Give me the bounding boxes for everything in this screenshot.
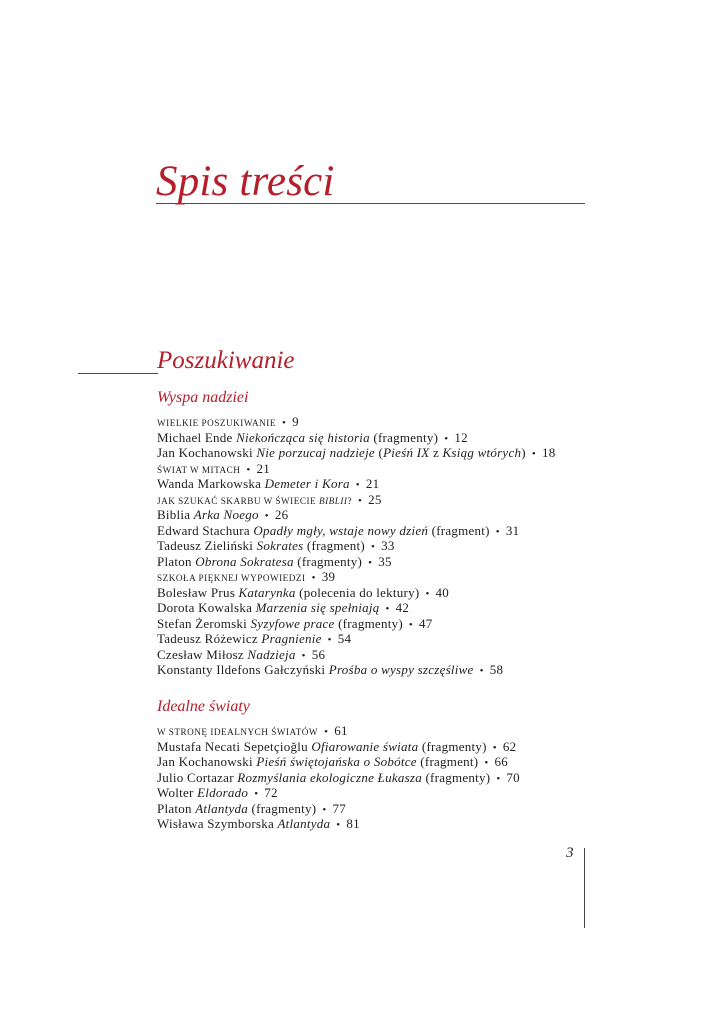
toc-entry <box>157 631 555 647</box>
bullet-separator: • <box>496 772 501 785</box>
bullet-separator: • <box>495 525 500 538</box>
toc-entry <box>157 770 520 786</box>
bullet-separator: • <box>492 741 497 754</box>
bullet-separator: • <box>246 463 251 476</box>
bullet-separator: • <box>531 448 536 460</box>
entry-text: ? <box>347 495 353 506</box>
page-ref: 21 <box>256 460 270 476</box>
bullet-separator: • <box>311 572 316 584</box>
entry-text: Julio Cortazar <box>157 769 238 785</box>
entry-text: Tadeusz Różewicz <box>157 631 262 646</box>
toc-entry <box>157 739 520 755</box>
work-title: Nadzieja <box>247 646 296 662</box>
page-ref: 12 <box>454 429 468 445</box>
toc-entry <box>157 647 555 663</box>
bullet-separator: • <box>358 494 363 507</box>
page-ref: 18 <box>541 445 556 460</box>
toc-list-wyspa-nadziei <box>157 414 555 678</box>
toc-subsection-heading <box>157 569 555 585</box>
bullet-separator: • <box>385 603 390 615</box>
entry-text: Wisława Szymborska <box>157 816 278 831</box>
title-rule <box>156 203 585 204</box>
page-ref: 33 <box>381 538 395 553</box>
entry-text: W STRONĘ IDEALNYCH ŚWIATÓW <box>157 727 319 737</box>
entry-text: (fragmenty) <box>293 553 363 569</box>
page-ref: 72 <box>264 785 278 800</box>
toc-subsection-heading <box>157 492 555 508</box>
page-ref: 35 <box>378 553 392 569</box>
page-ref: 58 <box>489 662 504 677</box>
entry-text: Mustafa Necati Sepetçioğlu <box>157 738 312 754</box>
work-title: Pieśń świętojańska o Sobótce <box>256 754 417 769</box>
bullet-separator: • <box>324 726 329 738</box>
entry-text: (fragmenty) <box>334 615 403 631</box>
entry-text: ( <box>374 445 384 460</box>
work-title: Sokrates <box>256 538 304 553</box>
work-title: Niekończąca się historia <box>236 429 370 445</box>
bullet-separator: • <box>301 649 306 662</box>
entry-text: Michael Ende <box>157 429 237 445</box>
toc-subsection-heading <box>157 723 520 739</box>
bullet-separator: • <box>281 417 287 429</box>
entry-text: Edward Stachura <box>157 522 254 538</box>
toc-entry <box>157 538 555 554</box>
page-ref: 40 <box>435 584 450 600</box>
work-title: Katarynka <box>238 584 296 600</box>
work-title: Ofiarowanie świata <box>311 738 419 754</box>
entry-text: SZKOŁA PIĘKNEJ WYPOWIEDZI <box>157 573 306 583</box>
page-ref: 39 <box>321 569 336 584</box>
entry-text: Wolter <box>157 785 198 800</box>
work-title: Atlantyda <box>277 816 331 831</box>
entry-text: (fragmenty) <box>418 738 487 754</box>
work-title: Atlantyda <box>195 800 249 816</box>
toc-entry <box>157 662 555 678</box>
page-number: 3 <box>566 845 574 861</box>
entry-text: Jan Kochanowski <box>157 445 257 460</box>
page-ref: 56 <box>311 646 326 662</box>
entry-text: (fragmenty) <box>369 429 439 445</box>
bullet-separator: • <box>264 510 269 522</box>
work-title: Pieśń IX <box>383 445 430 460</box>
entry-text: Dorota Kowalska <box>157 600 256 615</box>
toc-subsection-heading <box>157 414 555 430</box>
bullet-separator: • <box>371 541 376 553</box>
toc-subsection-heading <box>157 461 555 477</box>
bullet-separator: • <box>336 819 341 831</box>
entry-text: Stefan Żeromski <box>157 615 251 631</box>
entry-text: (fragmenty) <box>248 800 317 816</box>
entry-text: (fragment) <box>428 522 490 538</box>
entry-text: Biblia <box>157 507 194 522</box>
bullet-separator: • <box>444 432 449 445</box>
entry-text: Czesław Miłosz <box>157 646 248 662</box>
entry-text: (polecenia do lektury) <box>295 584 420 600</box>
bullet-separator: • <box>355 479 360 491</box>
bullet-separator: • <box>408 618 414 631</box>
page-ref: 42 <box>395 600 410 615</box>
page-ref: 9 <box>292 414 299 429</box>
page-title: Spis treści <box>156 158 335 205</box>
toc-entry <box>157 616 555 632</box>
work-title: Rozmyślania ekologiczne Łukasza <box>237 769 422 785</box>
page-ref: 21 <box>365 476 380 491</box>
work-title: Nie porzucaj nadzieje <box>256 445 375 460</box>
page-ref: 66 <box>494 754 508 769</box>
page-ref: 77 <box>332 800 346 816</box>
page-ref: 26 <box>274 507 289 522</box>
toc-entry <box>157 507 555 523</box>
work-title: Arka Noego <box>193 507 259 522</box>
page-ref: 81 <box>346 816 360 831</box>
work-title: Prośba o wyspy szczęśliwe <box>328 662 474 677</box>
entry-text: (fragment) <box>303 538 365 553</box>
bullet-separator: • <box>484 757 489 769</box>
section-title-wyspa-nadziei: Wyspa nadziei <box>157 389 249 406</box>
bullet-separator: • <box>322 803 327 816</box>
work-title: Eldorado <box>197 785 249 800</box>
work-title: Marzenia się spełniają <box>255 600 380 615</box>
entry-text: Wanda Markowska <box>157 476 265 491</box>
toc-entry <box>157 476 555 492</box>
entry-text: (fragment) <box>416 754 479 769</box>
work-title: Demeter i Kora <box>264 476 350 491</box>
bullet-separator: • <box>479 665 484 677</box>
work-title: Pragnienie <box>261 631 322 646</box>
entry-text: (fragmenty) <box>421 769 491 785</box>
toc-entry <box>157 523 555 539</box>
page-ref: 47 <box>419 615 433 631</box>
toc-entry <box>157 785 520 801</box>
entry-text: z <box>429 445 443 460</box>
work-title: Opadły mgły, wstaje nowy dzień <box>253 522 429 538</box>
toc-entry <box>157 600 555 616</box>
toc-entry <box>157 585 555 601</box>
bullet-separator: • <box>254 788 259 800</box>
page-ref: 62 <box>502 738 517 754</box>
toc-list-idealne-swiaty <box>157 723 520 832</box>
folio-rule <box>584 848 585 928</box>
entry-text: Tadeusz Zieliński <box>157 538 257 553</box>
entry-text: Bolesław Prus <box>157 584 239 600</box>
part-rule <box>78 373 158 374</box>
work-title: Obrona Sokratesa <box>195 553 294 569</box>
entry-text: WIELKIE POSZUKIWANIE <box>157 418 276 428</box>
part-title: Poszukiwanie <box>157 347 295 374</box>
toc-entry <box>157 816 520 832</box>
page-ref: 70 <box>506 769 520 785</box>
entry-text: ) <box>521 445 526 460</box>
entry-text: BIBLII <box>318 495 348 506</box>
bullet-separator: • <box>368 556 373 569</box>
toc-entry <box>157 754 520 770</box>
page-ref: 54 <box>337 631 352 646</box>
toc-entry <box>157 554 555 570</box>
toc-entry <box>157 445 555 461</box>
entry-text: Platon <box>157 800 196 816</box>
section-title-idealne-swiaty: Idealne światy <box>157 698 250 715</box>
page-ref: 61 <box>334 723 348 738</box>
toc-entry <box>157 801 520 817</box>
entry-text: ŚWIAT W MITACH <box>157 464 241 475</box>
work-title: Ksiąg wtórych <box>442 445 522 460</box>
work-title: Syzyfowe prace <box>250 615 335 631</box>
page-ref: 25 <box>368 491 382 507</box>
page-ref: 31 <box>505 522 520 538</box>
entry-text: Platon <box>157 553 196 569</box>
toc-entry <box>157 430 555 446</box>
bullet-separator: • <box>425 587 430 600</box>
entry-text: Jan Kochanowski <box>157 754 257 769</box>
entry-text: JAK SZUKAĆ SKARBU W ŚWIECIE <box>157 495 319 506</box>
entry-text: Konstanty Ildefons Gałczyński <box>157 662 329 677</box>
bullet-separator: • <box>327 634 332 646</box>
